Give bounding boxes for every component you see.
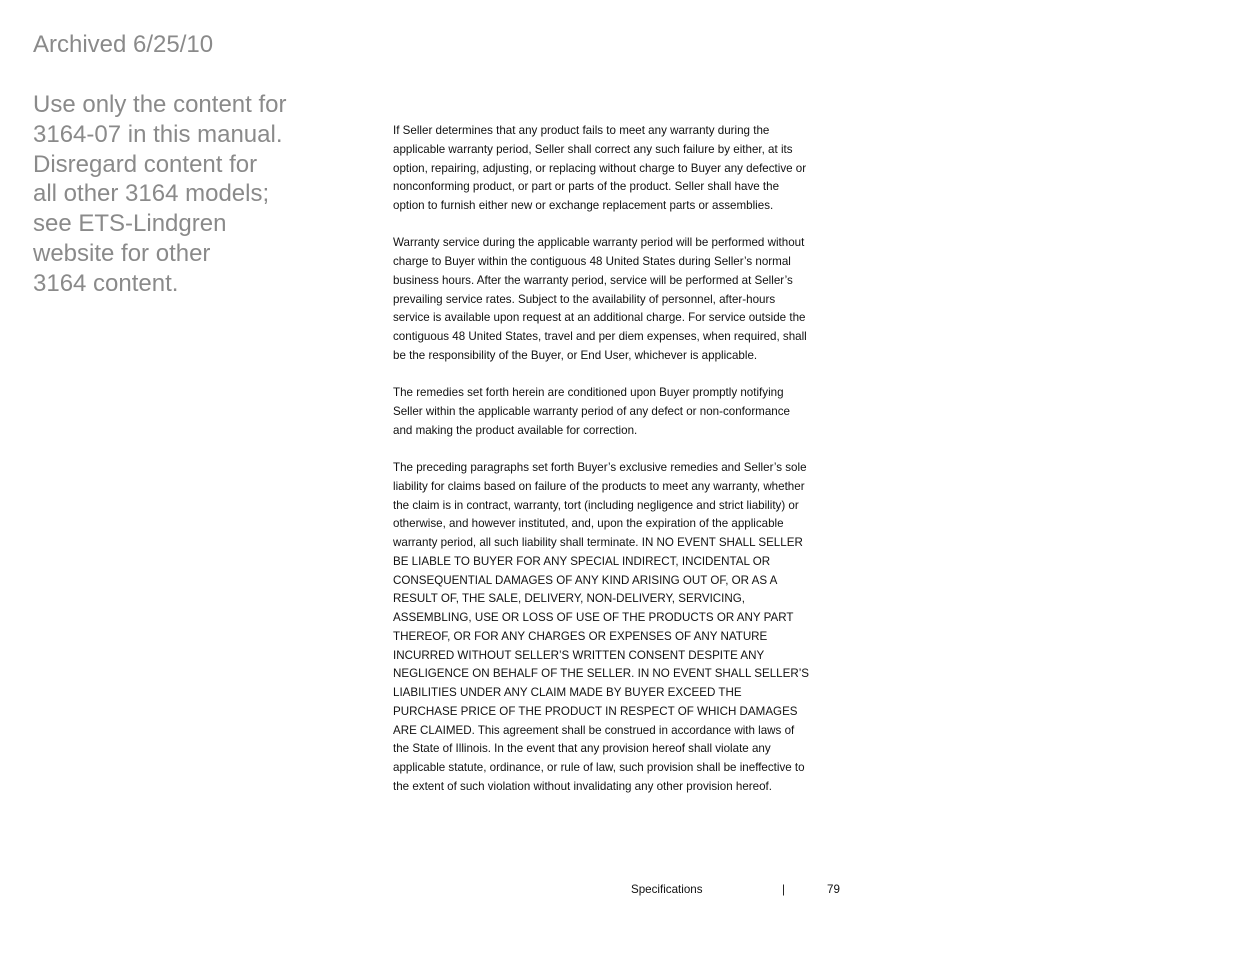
text-line: LIABILITIES UNDER ANY CLAIM MADE BY BUYER EXCEED THE xyxy=(393,686,742,700)
text-line: option, repairing, adjusting, or replacing without charge to Buyer any defective or xyxy=(393,161,807,175)
text-line: PURCHASE PRICE OF THE PRODUCT IN RESPECT OF WHICH DAMAGES xyxy=(393,704,798,718)
text-line: and making the product available for correction. xyxy=(393,423,638,437)
warranty-text xyxy=(393,122,849,815)
text-line: warranty period, all such liability shall terminate. IN NO EVENT SHALL SELLER xyxy=(393,536,803,550)
footer-separator: | xyxy=(782,883,786,896)
text-line: be the responsibility of the Buyer, or End User, whichever is applicable. xyxy=(393,348,758,362)
text-line: the claim is in contract, warranty, tort (including negligence and strict liability) or xyxy=(393,498,799,512)
text-line: THEREOF, OR FOR ANY CHARGES OR EXPENSES OF ANY NATURE xyxy=(393,629,768,643)
archive-line: all other 3164 models; xyxy=(33,180,270,208)
text-line: INCURRED WITHOUT SELLER’S WRITTEN CONSENT DESPITE ANY xyxy=(393,648,765,662)
archive-line: see ETS-Lindgren xyxy=(33,210,227,238)
archive-line: 3164-07 in this manual. xyxy=(33,120,283,148)
text-line: liability for claims based on failure of the products to meet any warranty, whether xyxy=(393,479,805,493)
archive-instructions xyxy=(33,90,333,299)
text-line: charge to Buyer within the contiguous 48 United States during Seller’s normal xyxy=(393,255,791,269)
text-line: the extent of such violation without invalidating any other provision hereof. xyxy=(393,779,772,793)
archive-note xyxy=(33,30,333,299)
text-line: RESULT OF, THE SALE, DELIVERY, NON-DELIVERY, SERVICING, xyxy=(393,592,746,606)
text-line: applicable statute, ordinance, or rule of law, such provision shall be ineffective to xyxy=(393,761,805,775)
text-line: Warranty service during the applicable warranty period will be performed without xyxy=(393,236,805,250)
text-line: contiguous 48 United States, travel and per diem expenses, when required, shall xyxy=(393,330,807,344)
text-line: applicable warranty period, Seller shall correct any such failure by either, at its xyxy=(393,142,793,156)
page-footer xyxy=(0,883,1235,899)
text-line: Seller within the applicable warranty period of any defect or non-conformance xyxy=(393,404,790,418)
paragraph-remedies-conditions xyxy=(393,384,849,440)
paragraph-warranty-service xyxy=(393,234,849,365)
text-line: ASSEMBLING, USE OR LOSS OF USE OF THE PRODUCTS OR ANY PART xyxy=(393,611,794,625)
text-line: The remedies set forth herein are conditioned upon Buyer promptly notifying xyxy=(393,386,784,400)
page-number: 79 xyxy=(827,883,840,896)
paragraph-liability-limits xyxy=(393,459,849,797)
archive-line: website for other xyxy=(33,239,211,267)
paragraph-repair xyxy=(393,122,849,216)
text-line: If Seller determines that any product fails to meet any warranty during the xyxy=(393,124,770,137)
text-line: business hours. After the warranty period, service will be performed at Seller’s xyxy=(393,273,793,287)
archive-line: 3164 content. xyxy=(33,269,179,297)
text-line: The preceding paragraphs set forth Buyer’s exclusive remedies and Seller’s sole xyxy=(393,461,807,475)
text-line: NEGLIGENCE ON BEHALF OF THE SELLER. IN NO EVENT SHALL SELLER’S xyxy=(393,667,809,681)
text-line: ARE CLAIMED. This agreement shall be construed in accordance with laws of xyxy=(393,723,795,737)
text-line: otherwise, and however instituted, and, upon the expiration of the applicable xyxy=(393,517,784,531)
text-line: BE LIABLE TO BUYER FOR ANY SPECIAL INDIRECT, INCIDENTAL OR xyxy=(393,554,771,568)
text-line: nonconforming product, or part or parts of the product. Seller shall have the xyxy=(393,180,780,194)
archive-heading: Archived 6/25/10 xyxy=(33,31,214,58)
footer-section-title: Specifications xyxy=(631,883,703,896)
archive-line: Disregard content for xyxy=(33,150,258,178)
text-line: service is available upon request at an additional charge. For service outside the xyxy=(393,311,806,325)
text-line: CONSEQUENTIAL DAMAGES OF ANY KIND ARISING OUT OF, OR AS A xyxy=(393,573,778,587)
text-line: the State of Illinois. In the event that any provision hereof shall violate any xyxy=(393,742,771,756)
text-line: option to furnish either new or exchange replacement parts or assemblies. xyxy=(393,199,774,212)
archive-line: Use only the content for xyxy=(33,91,287,118)
text-line: prevailing service rates. Subject to the availability of personnel, after-hours xyxy=(393,292,776,306)
